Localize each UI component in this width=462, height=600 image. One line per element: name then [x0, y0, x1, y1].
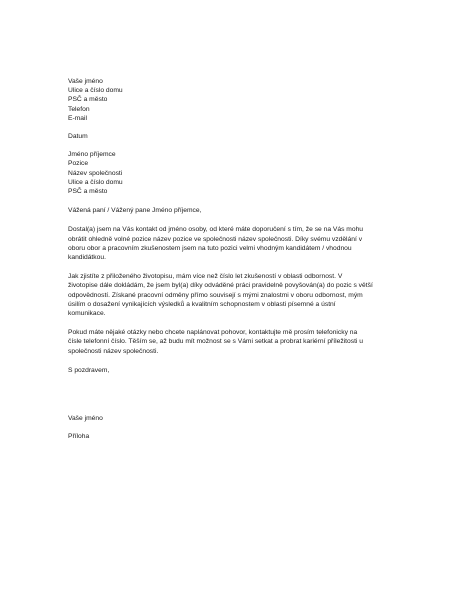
paragraph-3	[68, 328, 402, 356]
paragraph-line: Jak zjistíte z přiloženého životopisu, mám více než číslo let zkušeností v oblasti odbornost. V	[68, 273, 343, 281]
paragraph-line: Pokud máte nějaké otázky nebo chcete naplánovat pohovor, kontaktujte mě prosím telefonicky na	[68, 329, 358, 337]
spacer	[68, 262, 402, 272]
recipient-position: Pozice	[68, 160, 89, 168]
spacer	[68, 215, 402, 225]
sender-street: Ulice a číslo domu	[68, 87, 123, 95]
paragraph-1	[68, 225, 402, 262]
paragraph-2	[68, 272, 402, 318]
recipient-company: Název společnosti	[68, 169, 123, 177]
letter-date: Datum	[68, 133, 88, 141]
sender-address	[68, 77, 402, 123]
recipient-name: Jméno příjemce	[68, 151, 116, 159]
paragraph-line: čísle telefonní číslo. Těším se, až budu mít možnost se s Vámi setkat a probrat kariérní příležitosti u	[68, 338, 363, 346]
recipient-street: Ulice a číslo domu	[68, 178, 123, 186]
date-block	[68, 132, 402, 141]
recipient-city: PSČ a město	[68, 188, 108, 196]
paragraph-line: úsilím o dosažení vynikajících výsledků a kvalitním schopnostem v oblasti písemné a ústní	[68, 300, 336, 308]
salutation-block	[68, 206, 402, 215]
closing: S pozdravem,	[68, 366, 110, 374]
spacer	[68, 123, 402, 132]
spacer	[68, 375, 402, 414]
sender-phone: Telefon	[68, 105, 90, 113]
spacer	[68, 423, 402, 432]
paragraph-line: obrátit ohledně volné pozice název pozice ve společnosti název společnosti. Díky svému vzdělání v	[68, 235, 363, 243]
paragraph-line: společnosti název společnosti.	[68, 347, 159, 355]
paragraph-line: Dostal(a) jsem na Vás kontakt od jméno osoby, od které máte doporučení s tím, že se na Vás mohu	[68, 226, 364, 234]
paragraph-line: životopise dále dokládám, že jsem byl(a) díky odváděné práci pravidelně povyšován(a) do pozic s větší	[68, 282, 373, 290]
spacer	[68, 196, 402, 206]
recipient-address	[68, 150, 402, 196]
spacer	[68, 318, 402, 328]
sender-city: PSČ a město	[68, 96, 108, 104]
enclosure: Příloha	[68, 433, 90, 441]
letter-body	[68, 77, 402, 441]
signature-block	[68, 414, 402, 423]
paragraph-line: odpovědností. Získané pracovní odměny přímo souvisejí s mými znalostmi v oboru odbornost, mým	[68, 291, 363, 299]
closing-block	[68, 366, 402, 375]
spacer	[68, 356, 402, 366]
sender-name: Vaše jméno	[68, 78, 103, 85]
paragraph-line: oboru obor a pracovním zkušenostem jsem na tuto pozici velmi vhodným kandidátem / vhodnou	[68, 244, 352, 252]
paragraph-line: komunikace.	[68, 310, 106, 318]
sender-email: E-mail	[68, 114, 87, 122]
signature-name: Vaše jméno	[68, 415, 103, 423]
paragraph-line: kandidátkou.	[68, 254, 106, 262]
enclosure-block	[68, 432, 402, 441]
salutation: Vážená paní / Vážený pane Jméno příjemce,	[68, 207, 202, 215]
spacer	[68, 141, 402, 150]
